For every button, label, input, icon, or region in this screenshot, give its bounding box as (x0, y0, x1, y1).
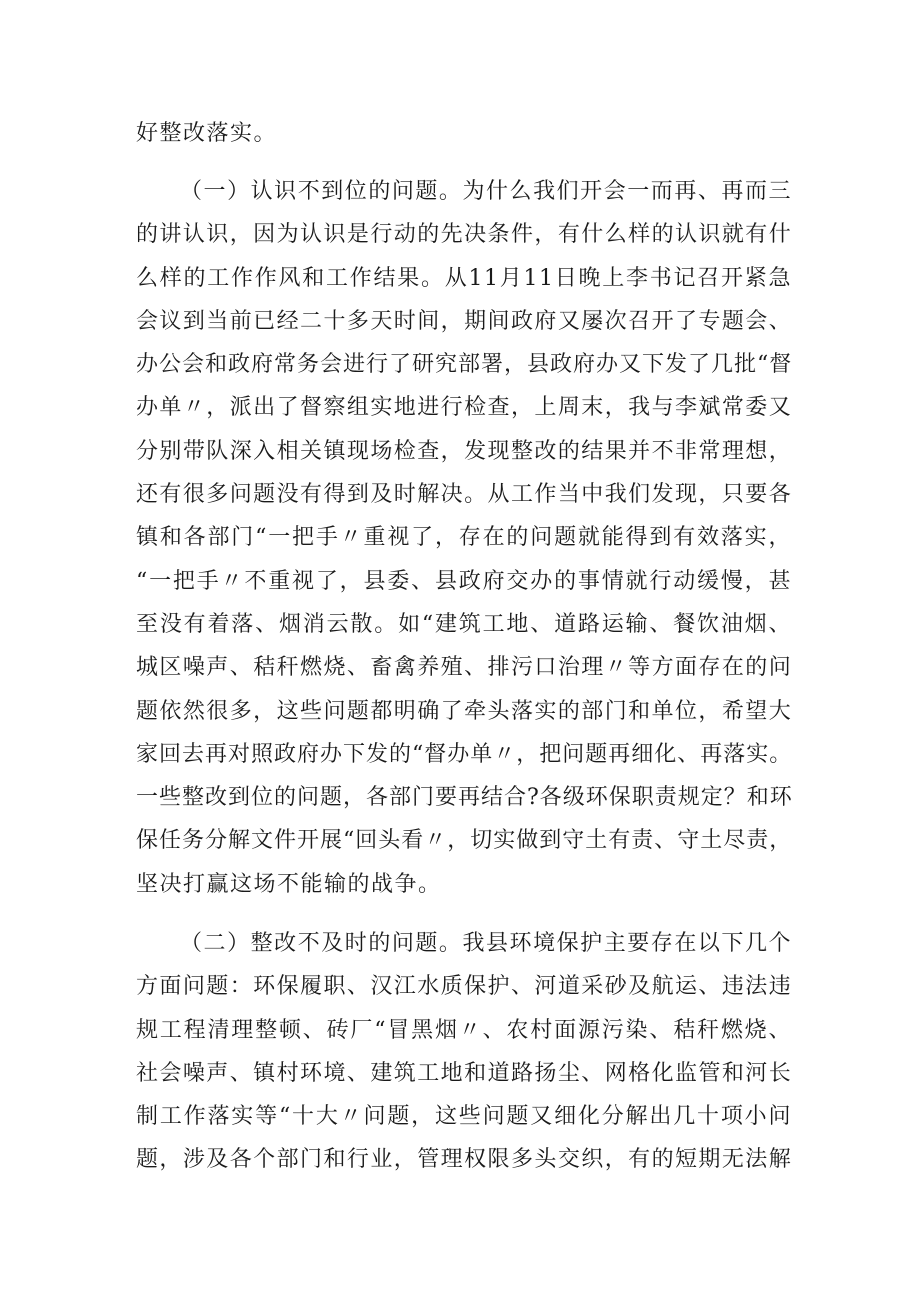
text-line: 办公会和政府常务会进行了研究部署，县政府办又下发了几批“督 (136, 352, 793, 378)
text-line: 保任务分解文件开展“回头看〃，切实做到守土有责、守土尽责， (136, 828, 793, 854)
text-line: 一些整改到位的问题，各部门要再结合?各级环保职责规定？和环 (136, 785, 793, 811)
text-line: 办单〃，派出了督察组实地进行检查，上周末，我与李斌常委又 (136, 395, 792, 421)
text-line: 至没有着落、烟消云散。如“建筑工地、道路运输、餐饮油烟、 (136, 611, 792, 637)
text-line: 还有很多问题没有得到及时解决。从工作当中我们发现，只要各 (136, 482, 792, 508)
text-line: 方面问题：环保履职、汉江水质保护、河道采砂及航运、违法违 (136, 974, 792, 1000)
text-line: 规工程清理整顿、砖厂“冒黑烟〃、农村面源污染、秸秆燃烧、 (136, 1017, 792, 1043)
text-line: 分别带队深入相关镇现场检查，发现整改的结果并不非常理想， (136, 438, 792, 464)
text-line: 镇和各部门“一把手〃重视了，存在的问题就能得到有效落实， (136, 525, 792, 551)
text-line: 么样的工作作风和工作结果。从11月11日晚上李书记召开紧急 (136, 265, 792, 291)
text-line: 家回去再对照政府办下发的“督办单〃，把问题再细化、再落实。 (136, 741, 793, 767)
text-line: “一把手〃不重视了，县委、县政府交办的事情就行动缓慢，甚 (136, 568, 792, 594)
text-line: 好整改落实。 (136, 121, 278, 146)
text-line: 题，涉及各个部门和行业，管理权限多头交织，有的短期无法解 (136, 1147, 792, 1173)
text-line: 会议到当前已经二十多天时间，期间政府又屡次召开了专题会、 (136, 308, 792, 334)
text-line: （一）认识不到位的问题。为什么我们开会一而再、再而三 (180, 179, 792, 204)
text-line: 制工作落实等“十大〃问题，这些问题又细化分解出几十项小问 (136, 1104, 792, 1130)
paragraph-rectification-delay (136, 922, 792, 1182)
text-line: 城区噪声、秸秆燃烧、畜禽养殖、排污口治理〃等方面存在的问 (136, 655, 792, 681)
text-line: 的讲认识，因为认识是行动的先决条件，有什么样的认识就有什 (136, 222, 792, 248)
text-line: （二）整改不及时的问题。我县环境保护主要存在以下几个 (180, 931, 792, 956)
paragraph-continuation (136, 112, 792, 155)
text-line: 题依然很多，这些问题都明确了牵头落实的部门和单位，希望大 (136, 698, 792, 724)
paragraph-awareness-issues (136, 170, 792, 906)
text-line: 坚决打赢这场不能输的战争。 (136, 871, 442, 897)
text-line: 社会噪声、镇村环境、建筑工地和道路扬尘、网格化监管和河长 (136, 1060, 792, 1086)
